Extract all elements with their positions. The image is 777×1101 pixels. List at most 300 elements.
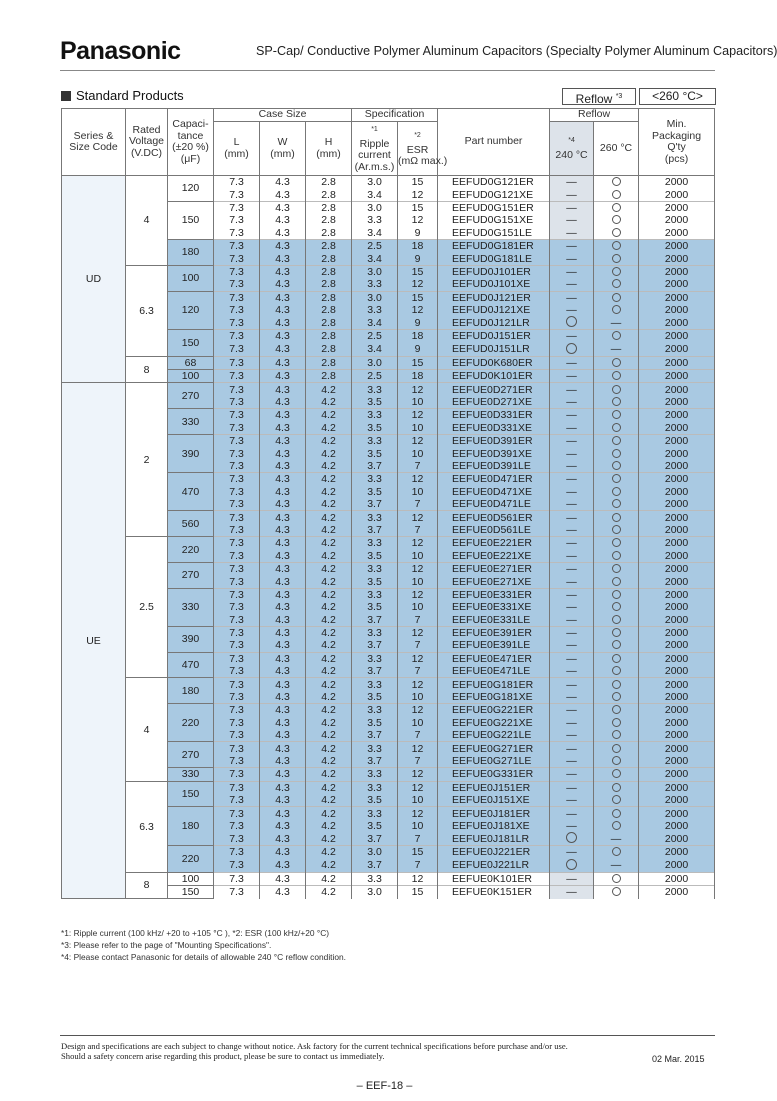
length-cell: 7.3	[214, 652, 260, 665]
capacitance-cell: 220	[168, 846, 214, 872]
reflow-260-cell	[594, 511, 639, 524]
reflow-240-cell: —	[550, 537, 594, 550]
reflow-260-cell	[594, 550, 639, 563]
height-cell: 4.2	[306, 678, 352, 691]
width-cell: 4.3	[260, 188, 306, 201]
voltage-cell: 8	[126, 872, 168, 899]
circle-mark-icon	[612, 331, 621, 340]
circle-mark-icon	[612, 730, 621, 739]
width-cell: 4.3	[260, 729, 306, 742]
packaging-qty-cell: 2000	[639, 252, 715, 265]
esr-cell: 12	[398, 304, 438, 316]
esr-cell: 10	[398, 717, 438, 729]
circle-mark-icon	[612, 279, 621, 288]
esr-cell: 7	[398, 832, 438, 846]
height-cell: 2.8	[306, 239, 352, 252]
col-specification: Specification	[352, 109, 438, 122]
packaging-qty-cell: 2000	[639, 278, 715, 291]
packaging-qty-cell: 2000	[639, 460, 715, 473]
reflow-260-cell	[594, 768, 639, 781]
length-cell: 7.3	[214, 678, 260, 691]
reflow-260-cell	[594, 383, 639, 396]
width-cell: 4.3	[260, 678, 306, 691]
reflow-260-cell	[594, 409, 639, 422]
part-number-cell: EEFUE0E471LE	[438, 665, 550, 678]
part-number-cell: EEFUE0D471LE	[438, 498, 550, 511]
reflow-260-cell	[594, 252, 639, 265]
length-cell: 7.3	[214, 291, 260, 304]
height-cell: 4.2	[306, 383, 352, 396]
table-row	[62, 537, 715, 550]
length-cell: 7.3	[214, 575, 260, 588]
part-number-cell: EEFUD0G181ER	[438, 239, 550, 252]
reflow-240-cell: —	[550, 511, 594, 524]
length-cell: 7.3	[214, 639, 260, 652]
esr-cell: 10	[398, 396, 438, 409]
series-cell: UE	[62, 383, 126, 899]
part-number-cell: EEFUE0E331XE	[438, 601, 550, 613]
reflow-240-cell: —	[550, 201, 594, 214]
width-cell: 4.3	[260, 704, 306, 717]
height-cell: 4.2	[306, 859, 352, 873]
capacitance-cell: 180	[168, 678, 214, 704]
ripple-cell: 3.5	[352, 447, 398, 459]
height-cell: 4.2	[306, 614, 352, 627]
esr-cell: 15	[398, 356, 438, 369]
ripple-cell: 3.3	[352, 678, 398, 691]
circle-mark-icon	[612, 602, 621, 611]
part-number-cell: EEFUE0G271LE	[438, 755, 550, 768]
esr-cell: 12	[398, 704, 438, 717]
height-cell: 2.8	[306, 201, 352, 214]
height-cell: 2.8	[306, 252, 352, 265]
reflow-240-cell: —	[550, 601, 594, 613]
height-cell: 4.2	[306, 486, 352, 498]
esr-cell: 18	[398, 370, 438, 383]
bullet-square-icon	[61, 91, 71, 101]
ripple-cell: 3.5	[352, 717, 398, 729]
reflow-260-cell	[594, 214, 639, 226]
height-cell: 4.2	[306, 396, 352, 409]
width-cell: 4.3	[260, 201, 306, 214]
part-number-cell: EEFUD0G181LE	[438, 252, 550, 265]
length-cell: 7.3	[214, 691, 260, 704]
reflow-260-cell	[594, 691, 639, 704]
ripple-cell: 3.3	[352, 626, 398, 639]
esr-cell: 12	[398, 537, 438, 550]
col-voltage: Rated Voltage (V.DC)	[126, 109, 168, 176]
height-cell: 4.2	[306, 422, 352, 435]
height-cell: 2.8	[306, 356, 352, 369]
esr-cell: 7	[398, 460, 438, 473]
reflow-label-box	[562, 88, 636, 105]
packaging-qty-cell: 2000	[639, 781, 715, 794]
width-cell: 4.3	[260, 614, 306, 627]
esr-cell: 12	[398, 807, 438, 820]
reflow-240-cell: —	[550, 614, 594, 627]
circle-mark-icon	[566, 859, 577, 870]
capacitance-cell: 150	[168, 201, 214, 239]
ripple-cell: 3.5	[352, 820, 398, 832]
circle-mark-icon	[566, 832, 577, 843]
part-number-cell: EEFUD0J101ER	[438, 265, 550, 278]
packaging-qty-cell: 2000	[639, 486, 715, 498]
width-cell: 4.3	[260, 652, 306, 665]
reflow-260-cell	[594, 330, 639, 343]
width-cell: 4.3	[260, 214, 306, 226]
reflow-240-cell: —	[550, 498, 594, 511]
esr-cell: 7	[398, 639, 438, 652]
width-cell: 4.3	[260, 330, 306, 343]
esr-cell: 9	[398, 227, 438, 240]
reflow-240-cell: —	[550, 781, 594, 794]
reflow-240-cell: —	[550, 396, 594, 409]
packaging-qty-cell: 2000	[639, 537, 715, 550]
ripple-cell: 3.3	[352, 278, 398, 291]
width-cell: 4.3	[260, 176, 306, 189]
part-number-cell: EEFUD0K680ER	[438, 356, 550, 369]
esr-cell: 10	[398, 422, 438, 435]
table-row	[62, 383, 715, 396]
reflow-260-cell	[594, 460, 639, 473]
width-cell: 4.3	[260, 588, 306, 601]
part-number-cell: EEFUE0J181LR	[438, 832, 550, 846]
circle-mark-icon	[612, 654, 621, 663]
reflow-260-cell	[594, 729, 639, 742]
esr-cell: 10	[398, 447, 438, 459]
circle-mark-icon	[612, 705, 621, 714]
footnote-4: *4: Please contact Panasonic for details of allowable 240 °C reflow condition.	[61, 952, 347, 962]
height-cell: 4.2	[306, 846, 352, 859]
col-reflow: Reflow	[550, 109, 639, 122]
footer-notice	[61, 1041, 568, 1061]
circle-mark-icon	[612, 436, 621, 445]
width-cell: 4.3	[260, 846, 306, 859]
part-number-cell: EEFUD0G151ER	[438, 201, 550, 214]
ripple-cell: 3.7	[352, 665, 398, 678]
reflow-260-cell	[594, 626, 639, 639]
length-cell: 7.3	[214, 550, 260, 563]
circle-mark-icon	[612, 461, 621, 470]
packaging-qty-cell: 2000	[639, 370, 715, 383]
width-cell: 4.3	[260, 383, 306, 396]
capacitance-cell: 120	[168, 176, 214, 202]
length-cell: 7.3	[214, 435, 260, 448]
height-cell: 2.8	[306, 330, 352, 343]
esr-cell: 7	[398, 665, 438, 678]
length-cell: 7.3	[214, 665, 260, 678]
length-cell: 7.3	[214, 781, 260, 794]
height-cell: 4.2	[306, 832, 352, 846]
reflow-260-cell	[594, 755, 639, 768]
esr-cell: 12	[398, 562, 438, 575]
circle-mark-icon	[566, 316, 577, 327]
ripple-cell: 3.3	[352, 435, 398, 448]
height-cell: 4.2	[306, 537, 352, 550]
reflow-240-cell: —	[550, 422, 594, 435]
reflow-260-cell: —	[594, 316, 639, 330]
esr-cell: 12	[398, 473, 438, 486]
height-cell: 4.2	[306, 885, 352, 898]
capacitance-cell: 330	[168, 588, 214, 626]
width-cell: 4.3	[260, 807, 306, 820]
circle-mark-icon	[612, 254, 621, 263]
circle-mark-icon	[612, 487, 621, 496]
length-cell: 7.3	[214, 885, 260, 898]
part-number-cell: EEFUD0J121ER	[438, 291, 550, 304]
part-number-cell: EEFUE0D271ER	[438, 383, 550, 396]
reflow-240-cell: —	[550, 704, 594, 717]
height-cell: 4.2	[306, 794, 352, 807]
circle-mark-icon	[612, 358, 621, 367]
length-cell: 7.3	[214, 343, 260, 357]
col-series: Series & Size Code	[62, 109, 126, 176]
width-cell: 4.3	[260, 460, 306, 473]
packaging-qty-cell: 2000	[639, 396, 715, 409]
ripple-cell: 3.0	[352, 176, 398, 189]
length-cell: 7.3	[214, 188, 260, 201]
packaging-qty-cell: 2000	[639, 717, 715, 729]
packaging-qty-cell: 2000	[639, 304, 715, 316]
height-cell: 4.2	[306, 447, 352, 459]
width-cell: 4.3	[260, 665, 306, 678]
ripple-cell: 3.5	[352, 486, 398, 498]
reflow-260-cell	[594, 781, 639, 794]
esr-cell: 15	[398, 846, 438, 859]
reflow-240-cell: —	[550, 742, 594, 755]
part-number-cell: EEFUE0G221XE	[438, 717, 550, 729]
reflow-240-cell: —	[550, 278, 594, 291]
circle-mark-icon	[612, 783, 621, 792]
reflow-240-cell: —	[550, 460, 594, 473]
reflow-240-cell: —	[550, 486, 594, 498]
width-cell: 4.3	[260, 435, 306, 448]
page-number: – EEF-18 –	[356, 1080, 413, 1092]
reflow-240-cell: —	[550, 330, 594, 343]
packaging-qty-cell: 2000	[639, 435, 715, 448]
length-cell: 7.3	[214, 227, 260, 240]
esr-cell: 12	[398, 768, 438, 781]
length-cell: 7.3	[214, 537, 260, 550]
part-number-cell: EEFUD0G151XE	[438, 214, 550, 226]
packaging-qty-cell: 2000	[639, 291, 715, 304]
ripple-cell: 3.0	[352, 291, 398, 304]
height-cell: 2.8	[306, 214, 352, 226]
length-cell: 7.3	[214, 473, 260, 486]
width-cell: 4.3	[260, 872, 306, 885]
length-cell: 7.3	[214, 562, 260, 575]
width-cell: 4.3	[260, 626, 306, 639]
circle-mark-icon	[566, 343, 577, 354]
table-row	[62, 265, 715, 278]
height-cell: 4.2	[306, 511, 352, 524]
part-number-cell: EEFUD0G121ER	[438, 176, 550, 189]
ripple-cell: 3.3	[352, 409, 398, 422]
height-cell: 4.2	[306, 550, 352, 563]
reflow-260-cell	[594, 435, 639, 448]
part-number-cell: EEFUE0D471XE	[438, 486, 550, 498]
length-cell: 7.3	[214, 729, 260, 742]
reflow-240-cell: —	[550, 370, 594, 383]
capacitance-cell: 120	[168, 291, 214, 330]
height-cell: 4.2	[306, 781, 352, 794]
capacitance-cell: 180	[168, 239, 214, 265]
part-number-cell: EEFUE0E471ER	[438, 652, 550, 665]
part-number-cell: EEFUD0J101XE	[438, 278, 550, 291]
reflow-260-cell	[594, 601, 639, 613]
reflow-260-cell	[594, 639, 639, 652]
circle-mark-icon	[612, 874, 621, 883]
circle-mark-icon	[612, 449, 621, 458]
width-cell: 4.3	[260, 316, 306, 330]
voltage-cell: 6.3	[126, 265, 168, 356]
voltage-cell: 4	[126, 176, 168, 266]
ripple-cell: 3.7	[352, 524, 398, 537]
capacitance-cell: 220	[168, 704, 214, 742]
reflow-240-cell: —	[550, 265, 594, 278]
height-cell: 4.2	[306, 872, 352, 885]
part-number-cell: EEFUE0K101ER	[438, 872, 550, 885]
circle-mark-icon	[612, 680, 621, 689]
packaging-qty-cell: 2000	[639, 807, 715, 820]
width-cell: 4.3	[260, 550, 306, 563]
width-cell: 4.3	[260, 511, 306, 524]
packaging-qty-cell: 2000	[639, 768, 715, 781]
reflow-240-cell	[550, 859, 594, 873]
capacitance-cell: 150	[168, 330, 214, 356]
reflow-240-cell	[550, 316, 594, 330]
reflow-240-cell: —	[550, 214, 594, 226]
packaging-qty-cell: 2000	[639, 704, 715, 717]
length-cell: 7.3	[214, 832, 260, 846]
ripple-cell: 2.5	[352, 330, 398, 343]
esr-cell: 15	[398, 885, 438, 898]
esr-cell: 7	[398, 729, 438, 742]
reflow-240-cell: —	[550, 188, 594, 201]
packaging-qty-cell: 2000	[639, 239, 715, 252]
length-cell: 7.3	[214, 794, 260, 807]
reflow-260-cell	[594, 447, 639, 459]
circle-mark-icon	[612, 692, 621, 701]
reflow-240-cell: —	[550, 626, 594, 639]
width-cell: 4.3	[260, 781, 306, 794]
circle-mark-icon	[612, 769, 621, 778]
esr-cell: 12	[398, 588, 438, 601]
packaging-qty-cell: 2000	[639, 614, 715, 627]
packaging-qty-cell: 2000	[639, 639, 715, 652]
part-number-cell: EEFUE0J181ER	[438, 807, 550, 820]
ripple-cell: 3.3	[352, 511, 398, 524]
reflow-260-cell	[594, 291, 639, 304]
reflow-260-cell	[594, 239, 639, 252]
height-cell: 4.2	[306, 639, 352, 652]
esr-cell: 12	[398, 781, 438, 794]
circle-mark-icon	[612, 847, 621, 856]
ripple-cell: 3.7	[352, 460, 398, 473]
height-cell: 4.2	[306, 665, 352, 678]
esr-cell: 9	[398, 343, 438, 357]
esr-cell: 15	[398, 176, 438, 189]
reflow-label: Reflow	[575, 92, 613, 106]
reflow-240-cell: —	[550, 794, 594, 807]
esr-cell: 10	[398, 486, 438, 498]
height-cell: 4.2	[306, 498, 352, 511]
document-title: SP-Cap/ Conductive Polymer Aluminum Capacitors (Specialty Polymer Aluminum Capacitors)	[256, 44, 777, 58]
capacitance-cell: 220	[168, 537, 214, 563]
circle-mark-icon	[612, 666, 621, 675]
col-part-number: Part number	[438, 109, 550, 176]
part-number-cell: EEFUE0E331LE	[438, 614, 550, 627]
length-cell: 7.3	[214, 704, 260, 717]
part-number-cell: EEFUD0J121XE	[438, 304, 550, 316]
capacitance-cell: 330	[168, 409, 214, 435]
table-body	[62, 176, 715, 899]
ripple-cell: 3.3	[352, 768, 398, 781]
ripple-cell: 3.3	[352, 781, 398, 794]
reflow-260-cell	[594, 370, 639, 383]
esr-cell: 9	[398, 252, 438, 265]
circle-mark-icon	[612, 795, 621, 804]
circle-mark-icon	[612, 293, 621, 302]
width-cell: 4.3	[260, 278, 306, 291]
width-cell: 4.3	[260, 885, 306, 898]
part-number-cell: EEFUE0G271ER	[438, 742, 550, 755]
footnote-1: *1: Ripple current (100 kHz/ +20 to +105 °C ), *2: ESR (100 kHz/+20 °C)	[61, 928, 330, 938]
esr-cell: 12	[398, 678, 438, 691]
standard-products-table	[61, 108, 715, 899]
length-cell: 7.3	[214, 252, 260, 265]
reflow-260-cell	[594, 846, 639, 859]
height-cell: 4.2	[306, 626, 352, 639]
packaging-qty-cell: 2000	[639, 652, 715, 665]
footer-notice-1: Design and specifications are each subject to change without notice. Ask factory for the current technical specifications before purchase and/or use.	[61, 1041, 568, 1051]
part-number-cell: EEFUE0D391LE	[438, 460, 550, 473]
col-esr: $^{*2}$ ESR (mΩ max.)	[398, 122, 438, 176]
packaging-qty-cell: 2000	[639, 794, 715, 807]
reflow-260-cell	[594, 704, 639, 717]
ripple-cell: 3.4	[352, 252, 398, 265]
height-cell: 4.2	[306, 562, 352, 575]
height-cell: 2.8	[306, 343, 352, 357]
circle-mark-icon	[612, 744, 621, 753]
part-number-cell: EEFUE0D331XE	[438, 422, 550, 435]
part-number-cell: EEFUD0G121XE	[438, 188, 550, 201]
voltage-cell: 2.5	[126, 537, 168, 678]
length-cell: 7.3	[214, 755, 260, 768]
width-cell: 4.3	[260, 859, 306, 873]
part-number-cell: EEFUE0G331ER	[438, 768, 550, 781]
reflow-260-cell	[594, 665, 639, 678]
section-heading	[61, 88, 184, 103]
width-cell: 4.3	[260, 832, 306, 846]
packaging-qty-cell: 2000	[639, 820, 715, 832]
circle-mark-icon	[612, 513, 621, 522]
length-cell: 7.3	[214, 486, 260, 498]
width-cell: 4.3	[260, 755, 306, 768]
ripple-cell: 3.7	[352, 729, 398, 742]
capacitance-cell: 470	[168, 652, 214, 678]
length-cell: 7.3	[214, 742, 260, 755]
esr-cell: 12	[398, 409, 438, 422]
height-cell: 4.2	[306, 460, 352, 473]
packaging-qty-cell: 2000	[639, 755, 715, 768]
col-case-size: Case Size	[214, 109, 352, 122]
capacitance-cell: 390	[168, 626, 214, 652]
circle-mark-icon	[612, 615, 621, 624]
reflow-240-cell: —	[550, 678, 594, 691]
circle-mark-icon	[612, 525, 621, 534]
reflow-260-cell	[594, 422, 639, 435]
